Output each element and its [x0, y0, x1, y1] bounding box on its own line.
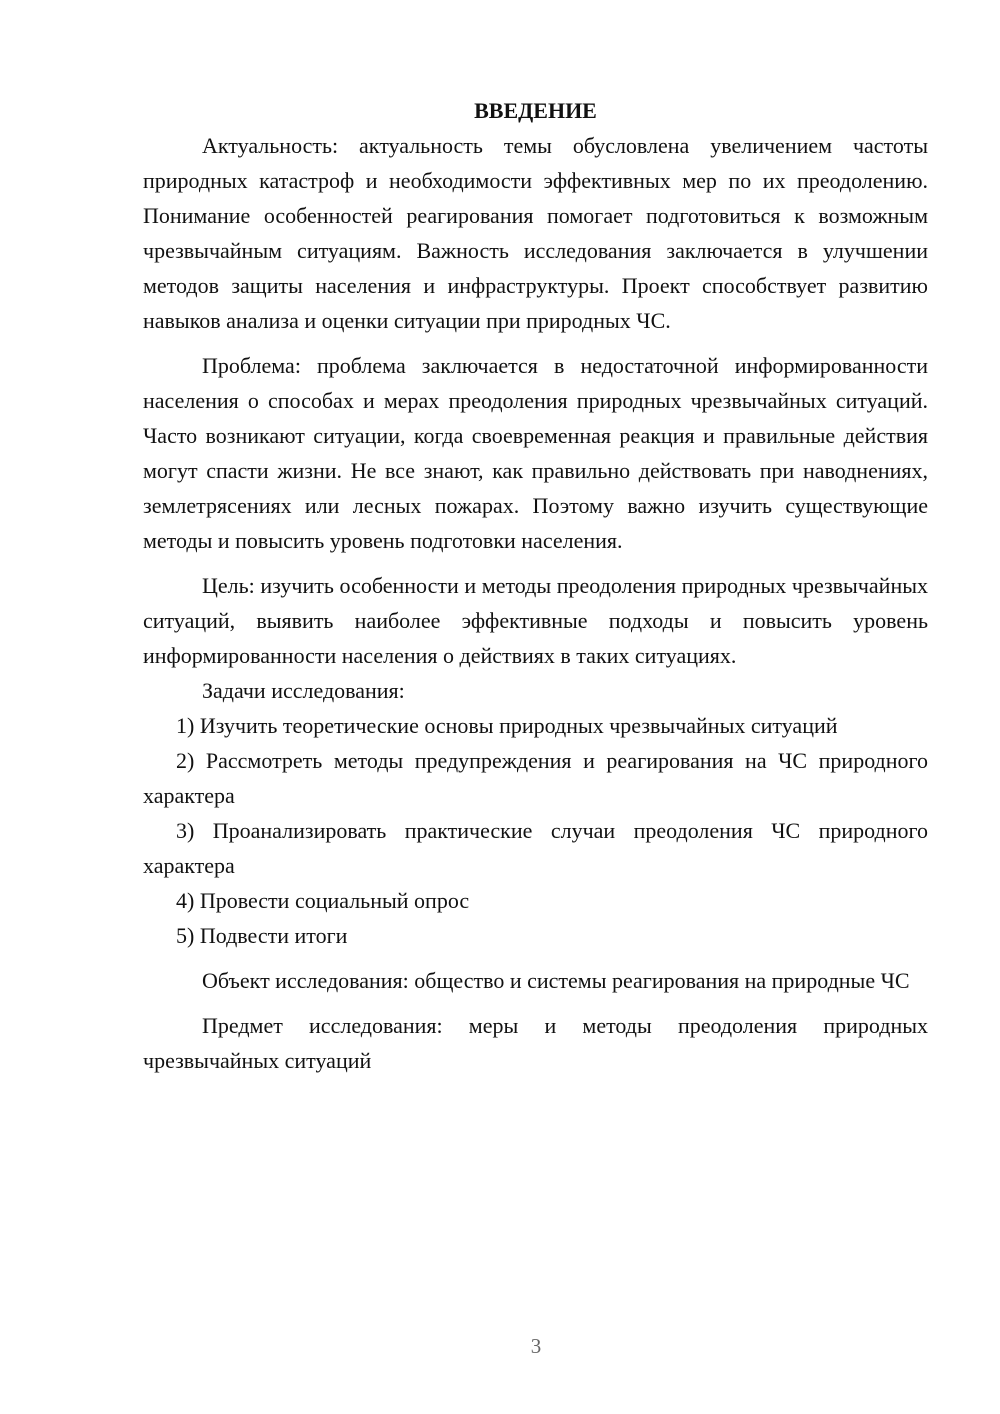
- task-item-4: 4) Провести социальный опрос: [176, 888, 470, 913]
- paragraph-problem: Проблема: проблема заключается в недостаточной информированности населения о способах и мерах преодоления природных чрезвычайных ситуаций. Часто возникают ситуации, когда своевременная реакция и правильные действия могут спасти жизни. Не все знают, как правильно действовать при наводнениях, землетрясениях или лесных пожарах. Поэтому важно изучить существующие методы и повысить уровень подготовки населения.: [143, 353, 928, 553]
- page-number: 3: [530, 1334, 542, 1358]
- paragraph-object: Объект исследования: общество и системы реагирования на природные ЧС: [202, 968, 910, 993]
- page-content: [143, 93, 928, 1078]
- paragraph-relevance: Актуальность: актуальность темы обусловлена увеличением частоты природных катастроф и необходимости эффективных мер по их преодолению. Понимание особенностей реагирования помогает подготовиться к возможным чрезвычайным ситуациям. Важность исследования заключается в улучшении методов защиты населения и инфраструктуры. Проект способствует развитию навыков анализа и оценки ситуации при природных ЧС.: [143, 133, 928, 333]
- task-item-2: 2) Рассмотреть методы предупреждения и реагирования на ЧС природного характера: [143, 748, 928, 808]
- task-item-3: 3) Проанализировать практические случаи преодоления ЧС природного характера: [143, 818, 928, 878]
- tasks-heading: Задачи исследования:: [202, 678, 405, 703]
- task-item-5: 5) Подвести итоги: [176, 923, 348, 948]
- paragraph-goal: Цель: изучить особенности и методы преодоления природных чрезвычайных ситуаций, выявить наиболее эффективные подходы и повысить уровень информированности населения о действиях в таких ситуациях.: [143, 573, 928, 668]
- task-item-1: 1) Изучить теоретические основы природных чрезвычайных ситуаций: [176, 713, 838, 738]
- section-title: ВВЕДЕНИЕ: [474, 98, 597, 123]
- paragraph-subject: Предмет исследования: меры и методы преодоления природных чрезвычайных ситуаций: [143, 1013, 928, 1073]
